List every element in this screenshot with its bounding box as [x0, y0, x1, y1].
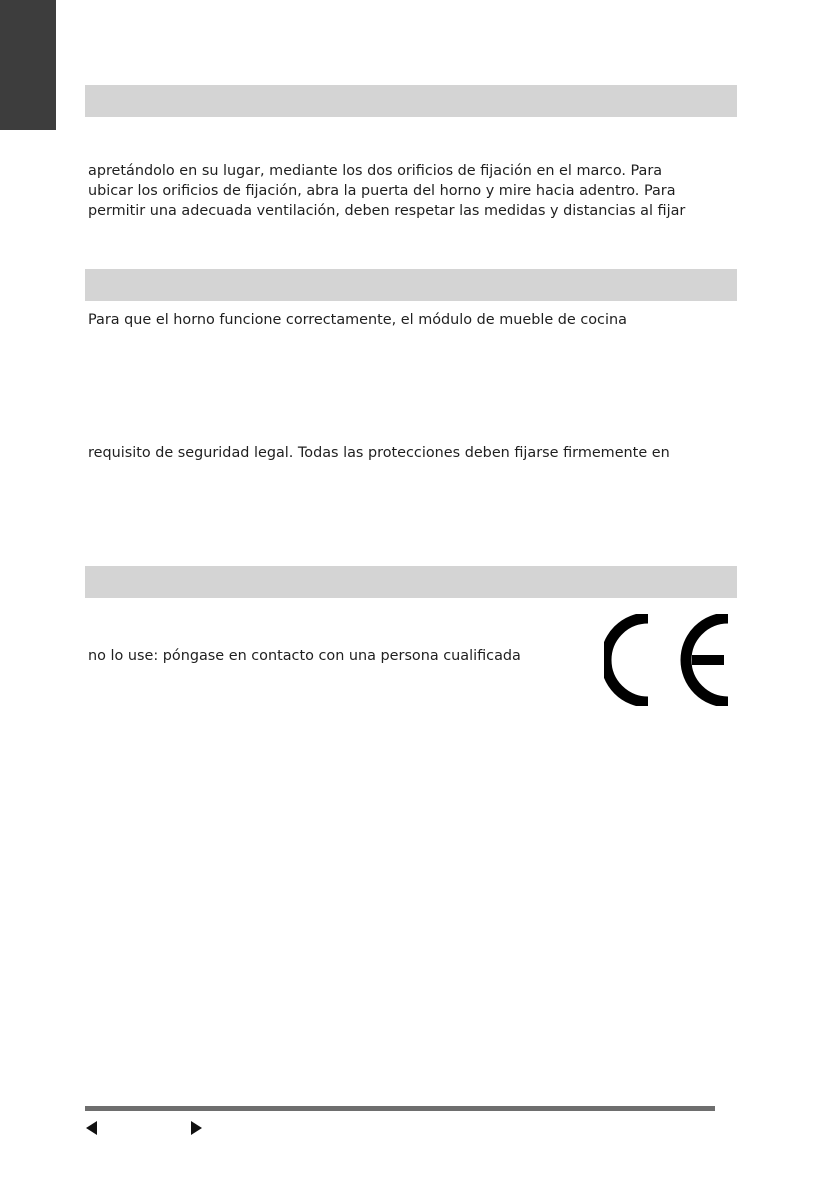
body-text-line: permitir una adecuada ventilación, deben respetar las medidas y distancias al fijar [88, 203, 686, 219]
chapter-tab [0, 0, 56, 130]
triangle-left-icon[interactable] [86, 1121, 97, 1135]
ce-marking-icon [604, 614, 732, 706]
body-text-line: no lo use: póngase en contacto con una persona cualificada [88, 648, 521, 664]
body-text-line: requisito de seguridad legal. Todas las protecciones deben fijarse firmemente en [88, 445, 670, 461]
body-text-line: apretándolo en su lugar, mediante los dos orificios de fijación en el marco. Para [88, 163, 663, 179]
section-header-bar [85, 566, 737, 598]
body-text-line: Para que el horno funcione correctamente, el módulo de mueble de cocina [88, 312, 627, 328]
section-header-bar [85, 85, 737, 117]
body-text-line: ubicar los orificios de fijación, abra la puerta del horno y mire hacia adentro. Para [88, 183, 676, 199]
footer-rule [85, 1106, 715, 1111]
triangle-right-icon[interactable] [191, 1121, 202, 1135]
section-header-bar [85, 269, 737, 301]
